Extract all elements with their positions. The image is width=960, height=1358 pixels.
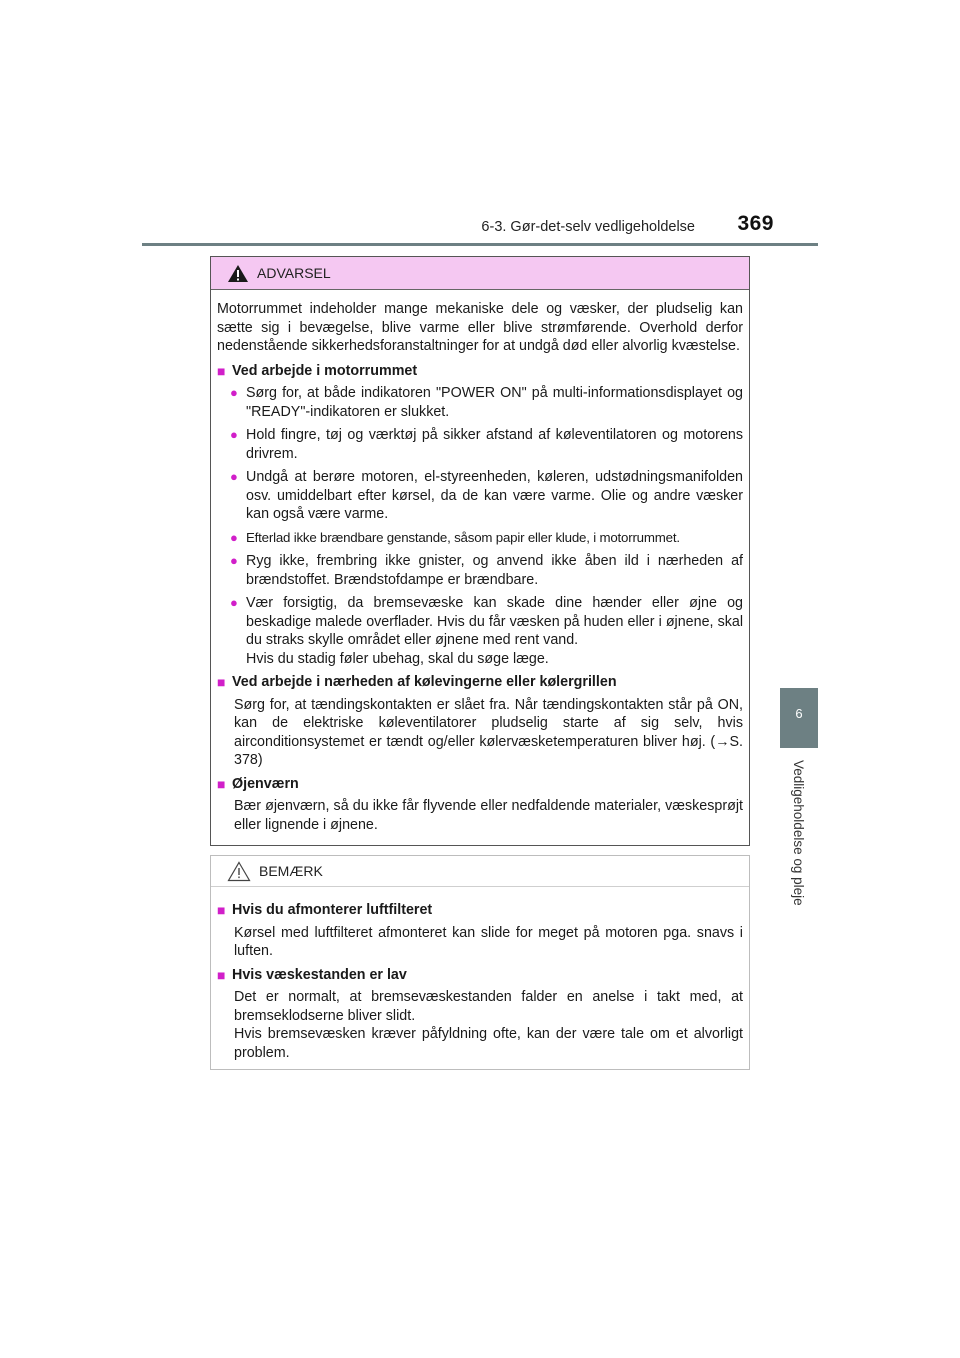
section-title: ■ Hvis væskestanden er lav	[217, 966, 407, 983]
warning-box	[210, 256, 750, 846]
circle-bullet-icon: ●	[230, 385, 238, 400]
list-item: ● Sørg for, at både indikatoren "POWER ON" på multi-informationsdisplayet og "READY"-indikatoren er slukket.	[230, 385, 743, 420]
chapter-tab: 6	[780, 688, 818, 748]
circle-bullet-icon: ●	[230, 553, 238, 568]
warning-triangle-icon	[227, 264, 249, 283]
list-item: ● Hold fingre, tøj og værktøj på sikker afstand af køleventilatoren og motorens drivrem.	[230, 427, 743, 462]
page-number: 369	[737, 212, 774, 235]
note-section-low-fluid	[217, 966, 743, 1063]
chapter-section-title: 6-3. Gør-det-selv vedligeholdelse	[481, 219, 695, 235]
section-text: Bær øjenværn, så du ikke får flyvende eller nedfaldende materialer, væskesprøjt eller lignende i øjnene.	[234, 798, 743, 833]
circle-bullet-icon: ●	[230, 529, 238, 545]
warning-body	[211, 290, 749, 834]
circle-bullet-icon: ●	[230, 469, 238, 484]
circle-bullet-icon: ●	[230, 427, 238, 442]
header-divider	[142, 243, 818, 246]
section-title: ■ Ved arbejde i motorrummet	[217, 362, 418, 379]
warning-intro: Motorrummet indeholder mange mekaniske dele og væsker, der pludselig kan sætte sig i bevægelse, blive varme eller blive strømførende. Overhold derfor nedenstående sikkerhedsforanstaltninger for at undgå død eller alvorlig kvæstelse.	[217, 301, 743, 354]
square-bullet-icon: ■	[217, 966, 226, 983]
chapter-side-label: Vedligeholdelse og pleje	[791, 760, 806, 906]
note-body	[211, 887, 749, 1062]
list-item: ● Efterlad ikke brændbare genstande, såsom papir eller klude, i motorrummet.	[230, 529, 743, 548]
note-header	[211, 856, 749, 887]
list-item: ● Ryg ikke, frembring ikke gnister, og anvend ikke åben ild i nærheden af brændstoffet. Brændstofdampe er brændbare.	[230, 553, 743, 588]
section-text: Kørsel med luftfilteret afmonteret kan slide for meget på motoren pga. snavs i luften.	[234, 924, 743, 959]
list-item: ● Undgå at berøre motoren, el-styreenheden, køleren, udstødningsmanifolden osv. umiddelbart efter kørsel, da de kan være varme. Olie og andre væsker kan også være varme.	[230, 469, 743, 522]
section-text: Det er normalt, at bremsevæskestanden falder en anelse i takt med, at bremseklodserne bliver slidt. Hvis bremsevæsken kræver påfyldning ofte, kan der være tale om et alvorligt problem.	[234, 989, 743, 1061]
square-bullet-icon: ■	[217, 902, 226, 918]
note-box	[210, 855, 750, 1070]
warning-section-eye-protection	[217, 775, 743, 835]
section-title: ■ Hvis du afmonterer luftfilteret	[217, 902, 433, 918]
square-bullet-icon: ■	[217, 362, 226, 379]
note-label: BEMÆRK	[259, 863, 323, 879]
warning-section-engine	[217, 362, 743, 669]
warning-header	[211, 257, 749, 290]
section-title: ■ Øjenværn	[217, 775, 299, 792]
note-section-air-filter	[217, 901, 743, 961]
square-bullet-icon: ■	[217, 674, 226, 690]
section-text: Sørg for, at tændingskontakten er slået fra. Når tændingskontakten står på ON, kan de elektriske køleventilatorer pludselig starte af sig selv, hvis airconditionsystemet er tændt og/eller kølervæsketemperaturen bliver høj. (→S. 378)	[234, 696, 743, 768]
list-item: ● Vær forsigtig, da bremsevæske kan skade dine hænder eller øjne og beskadige malede overflader. Hvis du får væsken på huden eller i øjnene, skal du straks skylle området eller øjnene med rent vand. Hvis du stadig føler ubehag, skal du søge læge.	[230, 595, 743, 667]
section-title: ■ Ved arbejde i nærheden af kølevingerne eller kølergrillen	[217, 674, 617, 690]
circle-bullet-icon: ●	[230, 595, 238, 610]
caution-outline-triangle-icon	[227, 861, 251, 882]
warning-label: ADVARSEL	[257, 265, 331, 281]
warning-section-radiator	[217, 673, 743, 770]
square-bullet-icon: ■	[217, 775, 226, 792]
